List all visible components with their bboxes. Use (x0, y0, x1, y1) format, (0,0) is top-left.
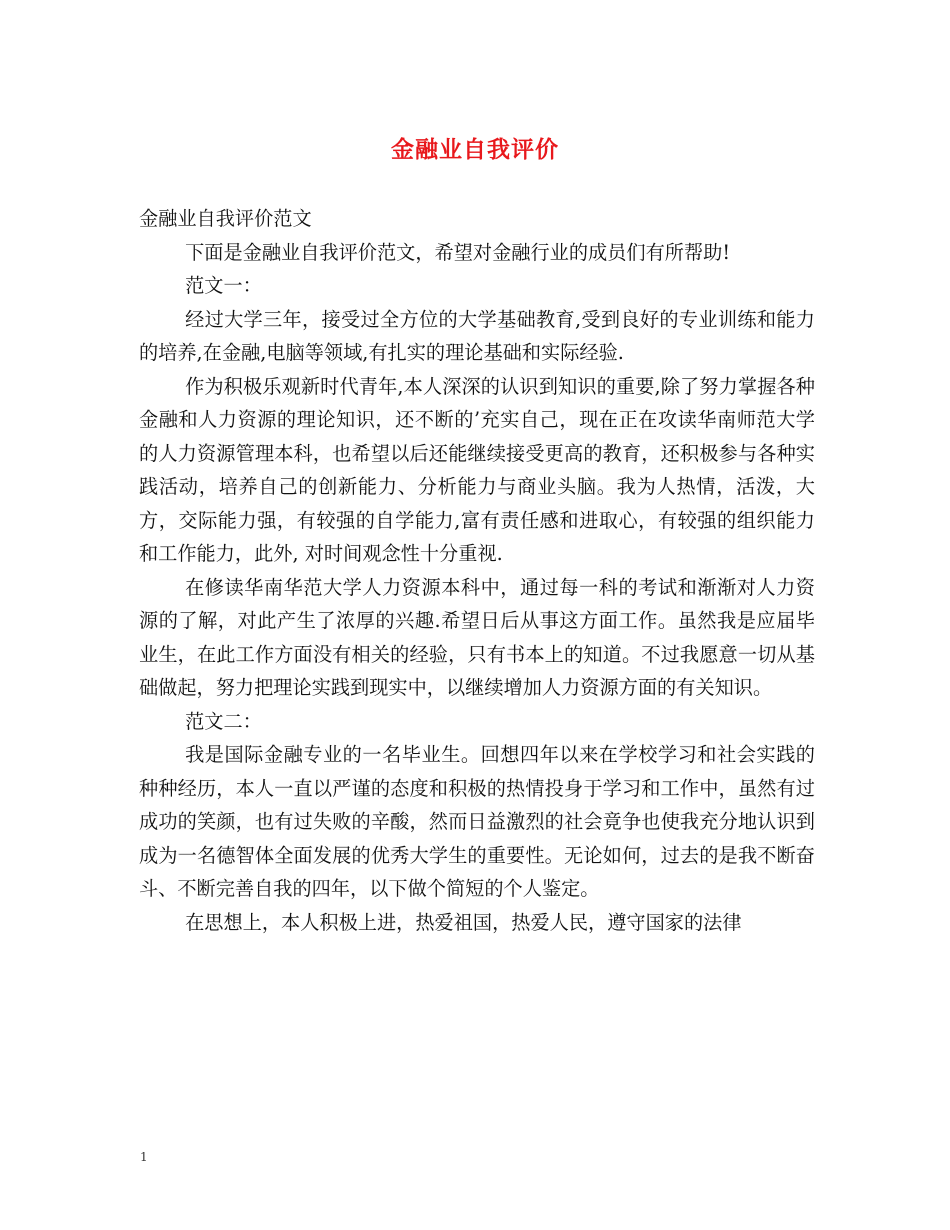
body-paragraph: 在思想上，本人积极上进，热爱祖国，热爱人民，遵守国家的法律 (185, 910, 742, 934)
intro-paragraph: 下面是金融业自我评价范文，希望对金融行业的成员们有所帮助! (185, 240, 731, 264)
sample-one-heading: 范文一： (185, 274, 262, 297)
subtitle-paragraph: 金融业自我评价范文 (139, 207, 312, 230)
page-number: 1 (140, 1150, 148, 1164)
body-paragraph: 在修读华南华范大学人力资源本科中，通过每一科的考试和渐渐对人力资源的了解，对此产生了浓厚的兴趣.希望日后从事这方面工作。虽然我是应届毕业生，在此工作方面没有相关的经验，只有书本上的知道。不过我愿意一切从基础做起，努力把理论实践到现实中，以继续增加人力资源方面的有关知识。 (139, 575, 815, 699)
body-paragraph: 经过大学三年，接受过全方位的大学基础教育,受到良好的专业训练和能力的培养,在金融,电脑等领域,有扎实的理论基础和实际经验. (139, 307, 815, 364)
sample-two-heading: 范文二： (185, 709, 262, 733)
body-paragraph: 我是国际金融专业的一名毕业生。回想四年以来在学校学习和社会实践的种种经历，本人一直以严谨的态度和积极的热情投身于学习和工作中，虽然有过成功的笑颜，也有过失败的辛酸，然而日益激烈的社会竟争也使我充分地认识到成为一名德智体全面发展的优秀大学生的重要性。无论如何，过去的是我不断奋斗、不断完善自我的四年，以下做个简短的个人鉴定。 (139, 743, 815, 900)
document-title: 金融业自我评价 (391, 136, 559, 163)
body-paragraph: 作为积极乐观新时代青年,本人深深的认识到知识的重要,除了努力掌握各种金融和人力资源的理论知识，还不断的’充实自己，现在正在攻读华南师范大学的人力资源管理本科，也希望以后还能继续接受更高的教育，还积极参与各种实践活动，培养自己的创新能力、分析能力与商业头脑。我为人热情，活泼，大方，交际能力强，有较强的自学能力,富有责任感和进取心，有较强的组织能力和工作能力，此外, 对时间观念性十分重视. (139, 374, 815, 565)
document-body (139, 202, 815, 939)
